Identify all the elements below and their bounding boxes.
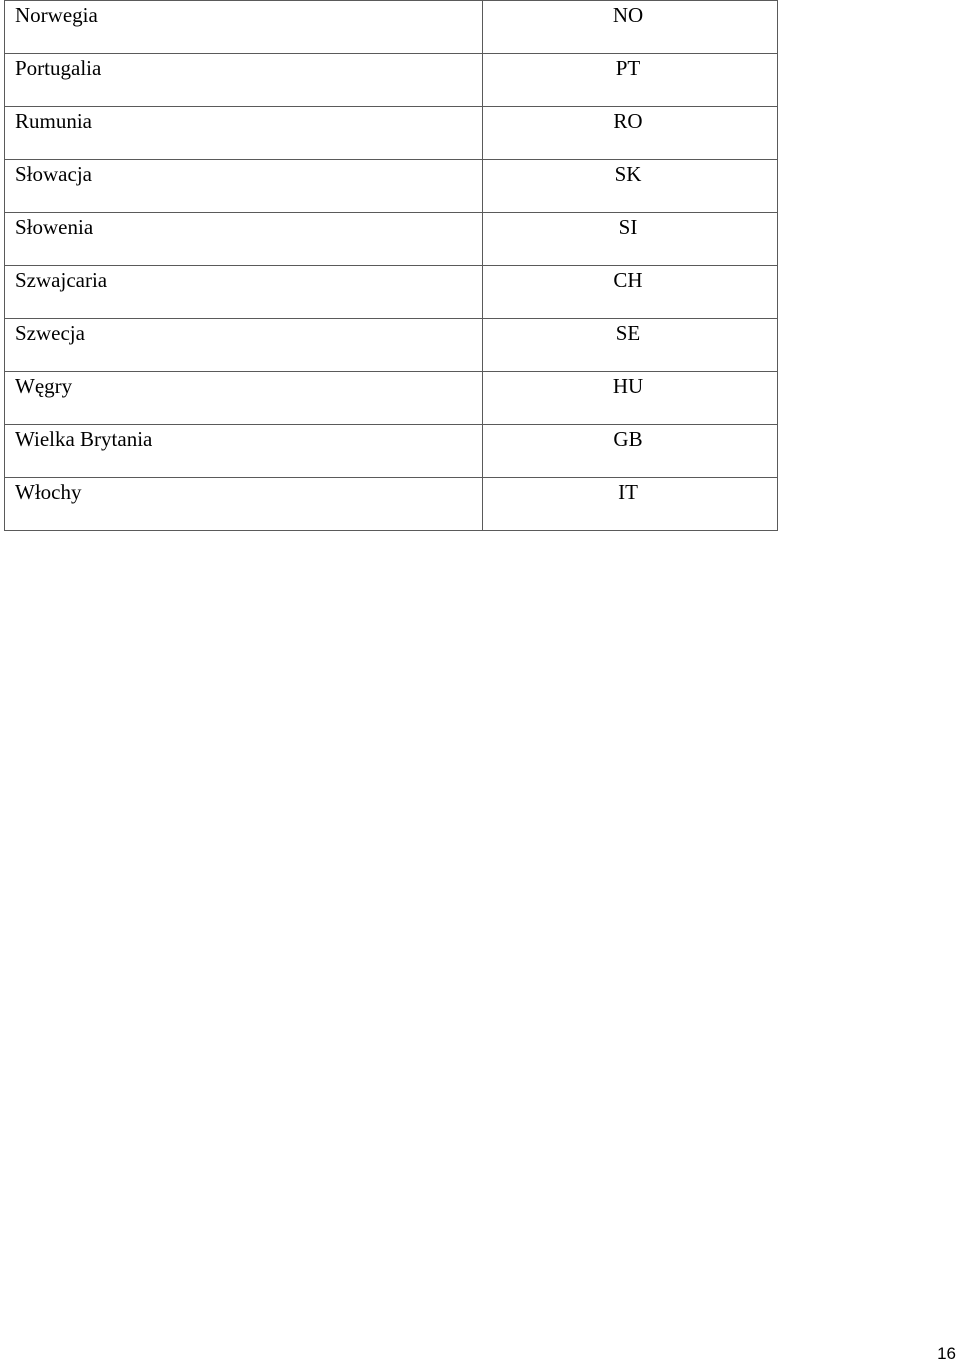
table-row xyxy=(5,160,778,213)
country-name-cell: Szwecja xyxy=(5,319,483,372)
country-code-cell: IT xyxy=(483,478,778,531)
country-name-cell: Węgry xyxy=(5,372,483,425)
page-number: 16 xyxy=(937,1344,956,1363)
country-name-cell: Rumunia xyxy=(5,107,483,160)
table-row xyxy=(5,478,778,531)
country-name-cell: Słowenia xyxy=(5,213,483,266)
country-code-cell: RO xyxy=(483,107,778,160)
table-row xyxy=(5,372,778,425)
country-name-cell: Włochy xyxy=(5,478,483,531)
table-row xyxy=(5,213,778,266)
country-name-cell: Portugalia xyxy=(5,54,483,107)
table-row xyxy=(5,107,778,160)
country-code-cell: GB xyxy=(483,425,778,478)
table-row xyxy=(5,319,778,372)
country-code-cell: SK xyxy=(483,160,778,213)
country-name-cell: Norwegia xyxy=(5,1,483,54)
country-name-cell: Słowacja xyxy=(5,160,483,213)
table-row xyxy=(5,266,778,319)
country-code-cell: CH xyxy=(483,266,778,319)
country-code-table xyxy=(4,0,778,531)
country-code-cell: PT xyxy=(483,54,778,107)
table-row xyxy=(5,1,778,54)
country-code-cell: HU xyxy=(483,372,778,425)
country-code-cell: NO xyxy=(483,1,778,54)
table-row xyxy=(5,54,778,107)
country-name-cell: Szwajcaria xyxy=(5,266,483,319)
country-code-cell: SI xyxy=(483,213,778,266)
country-code-cell: SE xyxy=(483,319,778,372)
table-row xyxy=(5,425,778,478)
country-name-cell: Wielka Brytania xyxy=(5,425,483,478)
